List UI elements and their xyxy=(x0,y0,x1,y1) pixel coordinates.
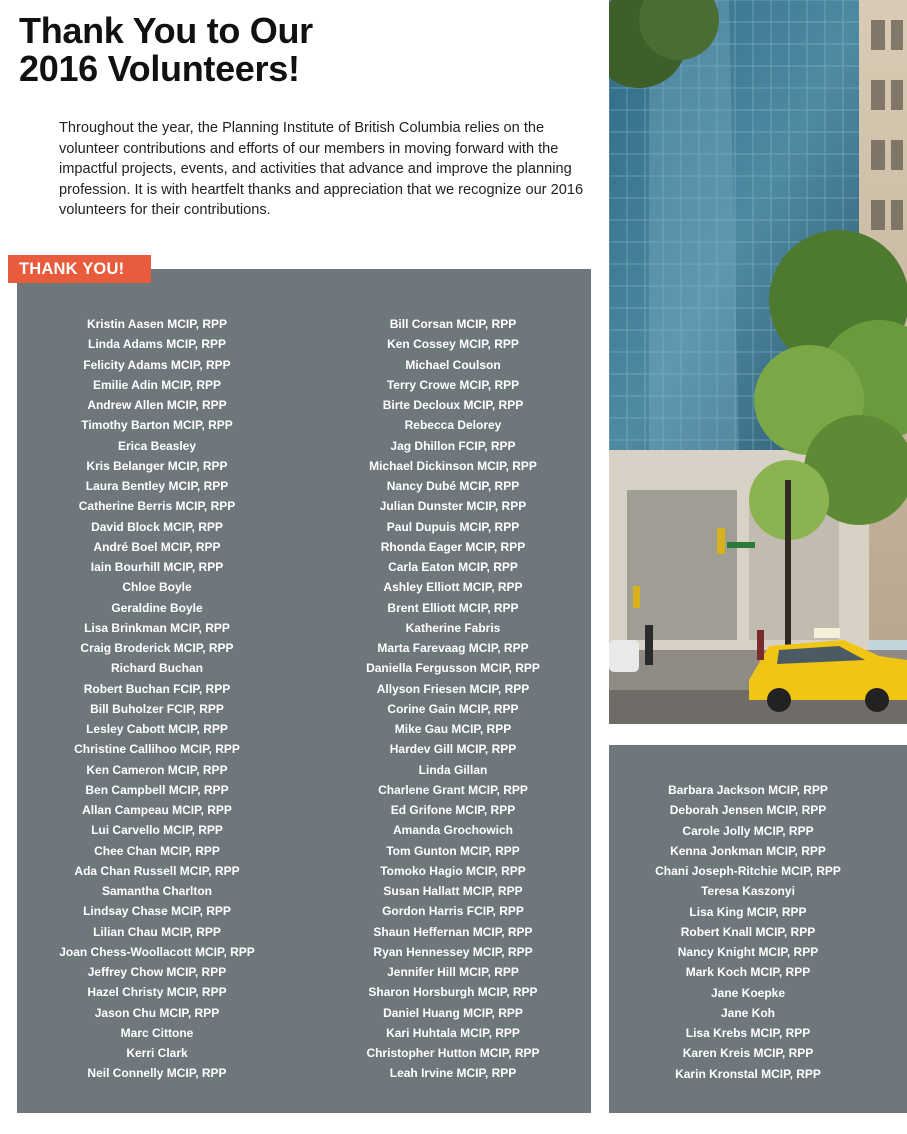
volunteer-name: Brent Elliott MCIP, RPP xyxy=(387,600,519,615)
volunteer-name: Bill Corsan MCIP, RPP xyxy=(389,317,517,331)
volunteer-name: Deborah Jensen MCIP, RPP xyxy=(669,803,827,818)
volunteer-name: Paul Dupuis MCIP, RPP xyxy=(386,519,520,534)
volunteer-name: Susan Hallatt MCIP, RPP xyxy=(383,884,523,898)
volunteer-name: Iain Bourhill MCIP, RPP xyxy=(90,560,224,574)
volunteer-name: Chee Chan MCIP, RPP xyxy=(94,843,220,858)
volunteer-name: Jennifer Hill MCIP, RPP xyxy=(387,965,519,979)
volunteer-name: Lisa Brinkman MCIP, RPP xyxy=(84,620,230,635)
volunteer-name: Jane Koepke xyxy=(710,985,786,1000)
volunteer-name: Michael Dickinson MCIP, RPP xyxy=(369,458,537,473)
volunteer-name: Tomoko Hagio MCIP, RPP xyxy=(380,863,526,878)
volunteer-name: Jeffrey Chow MCIP, RPP xyxy=(87,965,227,979)
volunteer-name: Birte Decloux MCIP, RPP xyxy=(382,398,524,412)
volunteer-name: Ken Cameron MCIP, RPP xyxy=(86,762,228,777)
volunteer-name: Linda Adams MCIP, RPP xyxy=(87,337,227,352)
volunteer-name: Linda Gillan xyxy=(418,762,488,777)
volunteer-column-3 xyxy=(609,780,887,1084)
volunteer-name: Christine Callihoo MCIP, RPP xyxy=(74,742,240,757)
volunteer-name: Nancy Dubé MCIP, RPP xyxy=(386,479,520,493)
volunteer-name: Daniella Fergusson MCIP, RPP xyxy=(366,661,540,676)
thank-you-badge: THANK YOU! xyxy=(8,255,151,283)
volunteer-name: Sharon Horsburgh MCIP, RPP xyxy=(368,985,538,1000)
volunteer-name: Michael Coulson xyxy=(405,357,501,372)
volunteer-name: Amanda Grochowich xyxy=(392,823,514,838)
volunteer-name: Karin Kronstal MCIP, RPP xyxy=(675,1066,821,1081)
volunteer-name: Ed Grifone MCIP, RPP xyxy=(390,803,516,817)
volunteer-name: Catherine Berris MCIP, RPP xyxy=(78,499,236,514)
volunteer-name: Chani Joseph-Ritchie MCIP, RPP xyxy=(655,864,841,878)
volunteer-name: Geraldine Boyle xyxy=(111,600,203,615)
page-title xyxy=(19,12,579,88)
volunteer-name: Laura Bentley MCIP, RPP xyxy=(85,479,229,493)
volunteer-name: Chloe Boyle xyxy=(122,580,192,595)
volunteer-name: Daniel Huang MCIP, RPP xyxy=(383,1005,523,1020)
volunteer-name: Felicity Adams MCIP, RPP xyxy=(83,357,231,372)
volunteer-column-2 xyxy=(313,314,593,1084)
volunteer-name: Corine Gain MCIP, RPP xyxy=(387,701,519,716)
volunteer-name: Joan Chess-Woollacott MCIP, RPP xyxy=(59,944,255,959)
volunteer-name: Leah Irvine MCIP, RPP xyxy=(389,1066,517,1081)
volunteer-name: Erica Beasley xyxy=(117,438,197,453)
volunteer-name: Allan Campeau MCIP, RPP xyxy=(82,803,232,817)
volunteer-name: Julian Dunster MCIP, RPP xyxy=(379,499,527,514)
volunteer-name: Tom Gunton MCIP, RPP xyxy=(386,843,520,858)
volunteer-name: Jag Dhillon FCIP, RPP xyxy=(390,438,516,453)
city-street-photo xyxy=(609,0,907,724)
volunteer-name: Charlene Grant MCIP, RPP xyxy=(378,782,528,797)
volunteer-name: Nancy Knight MCIP, RPP xyxy=(677,945,819,959)
volunteer-name: Gordon Harris FCIP, RPP xyxy=(382,904,524,919)
volunteer-name: Kerri Clark xyxy=(126,1046,188,1060)
volunteer-name: Kristin Aasen MCIP, RPP xyxy=(86,317,228,331)
volunteer-name: Katherine Fabris xyxy=(405,620,501,635)
intro-paragraph: Throughout the year, the Planning Institute of British Columbia relies on the volunteer contributions and efforts of our members in moving forward with the impactful projects, events, and activities that advance and improve the planning profession. It is with heartfelt thanks and appreciation that we recognize our 2016 volunteers for their contributions. xyxy=(59,120,584,218)
volunteer-name: Mark Koch MCIP, RPP xyxy=(685,965,811,980)
page-title-line-2: 2016 Volunteers! xyxy=(19,48,300,89)
volunteer-name: Ada Chan Russell MCIP, RPP xyxy=(74,863,240,878)
volunteer-name: Rebecca Delorey xyxy=(404,418,502,433)
volunteer-name: Robert Buchan FCIP, RPP xyxy=(83,681,231,696)
volunteer-name: Carla Eaton MCIP, RPP xyxy=(388,560,518,574)
volunteer-name: Jane Koh xyxy=(720,1005,775,1020)
volunteer-name: Kris Belanger MCIP, RPP xyxy=(86,458,228,473)
volunteer-name: Lilian Chau MCIP, RPP xyxy=(93,924,221,939)
volunteer-name: Neil Connelly MCIP, RPP xyxy=(87,1066,227,1081)
volunteer-name: David Block MCIP, RPP xyxy=(91,519,223,534)
page-title-line-1: Thank You to Our xyxy=(19,10,313,51)
volunteer-name: Teresa Kaszonyi xyxy=(701,884,795,899)
volunteer-name: Hardev Gill MCIP, RPP xyxy=(389,742,517,757)
volunteer-name: Lui Carvello MCIP, RPP xyxy=(91,823,223,838)
volunteer-name: Mike Gau MCIP, RPP xyxy=(394,722,512,736)
volunteer-name: Lisa King MCIP, RPP xyxy=(689,904,807,919)
volunteer-name: Marta Farevaag MCIP, RPP xyxy=(377,641,529,655)
volunteer-name: Barbara Jackson MCIP, RPP xyxy=(668,783,828,797)
volunteer-name: Kenna Jonkman MCIP, RPP xyxy=(670,843,826,858)
volunteer-name: Samantha Charlton xyxy=(101,884,212,898)
volunteer-name: Andrew Allen MCIP, RPP xyxy=(87,398,227,412)
volunteer-name: Richard Buchan xyxy=(110,661,203,676)
volunteer-name: Jason Chu MCIP, RPP xyxy=(94,1005,220,1020)
volunteer-name: Bill Buholzer FCIP, RPP xyxy=(90,701,224,716)
volunteer-column-1 xyxy=(17,314,297,1084)
volunteer-name: Shaun Heffernan MCIP, RPP xyxy=(373,924,533,939)
volunteer-name: Lindsay Chase MCIP, RPP xyxy=(83,904,231,919)
volunteer-name: Karen Kreis MCIP, RPP xyxy=(682,1046,814,1061)
volunteer-name: Christopher Hutton MCIP, RPP xyxy=(366,1046,540,1060)
volunteer-name: Ben Campbell MCIP, RPP xyxy=(85,782,229,797)
volunteer-name: Timothy Barton MCIP, RPP xyxy=(81,418,233,433)
volunteer-name: Marc Cittone xyxy=(120,1025,194,1040)
volunteer-name: Lisa Krebs MCIP, RPP xyxy=(685,1026,811,1040)
volunteer-name: Ryan Hennessey MCIP, RPP xyxy=(373,944,533,959)
volunteer-name: André Boel MCIP, RPP xyxy=(93,539,221,554)
volunteer-name: Craig Broderick MCIP, RPP xyxy=(80,641,234,655)
volunteer-name: Ashley Elliott MCIP, RPP xyxy=(383,580,523,595)
volunteer-name: Carole Jolly MCIP, RPP xyxy=(682,823,814,838)
volunteer-name: Robert Knall MCIP, RPP xyxy=(680,924,816,939)
volunteer-name: Rhonda Eager MCIP, RPP xyxy=(380,539,526,554)
volunteer-name: Lesley Cabott MCIP, RPP xyxy=(86,722,228,736)
volunteer-name: Kari Huhtala MCIP, RPP xyxy=(386,1025,520,1040)
volunteer-name: Ken Cossey MCIP, RPP xyxy=(387,337,519,352)
volunteer-name: Allyson Friesen MCIP, RPP xyxy=(376,681,530,696)
volunteer-name: Emilie Adin MCIP, RPP xyxy=(92,377,222,392)
volunteer-name: Hazel Christy MCIP, RPP xyxy=(87,985,227,1000)
volunteer-name: Terry Crowe MCIP, RPP xyxy=(386,377,520,392)
